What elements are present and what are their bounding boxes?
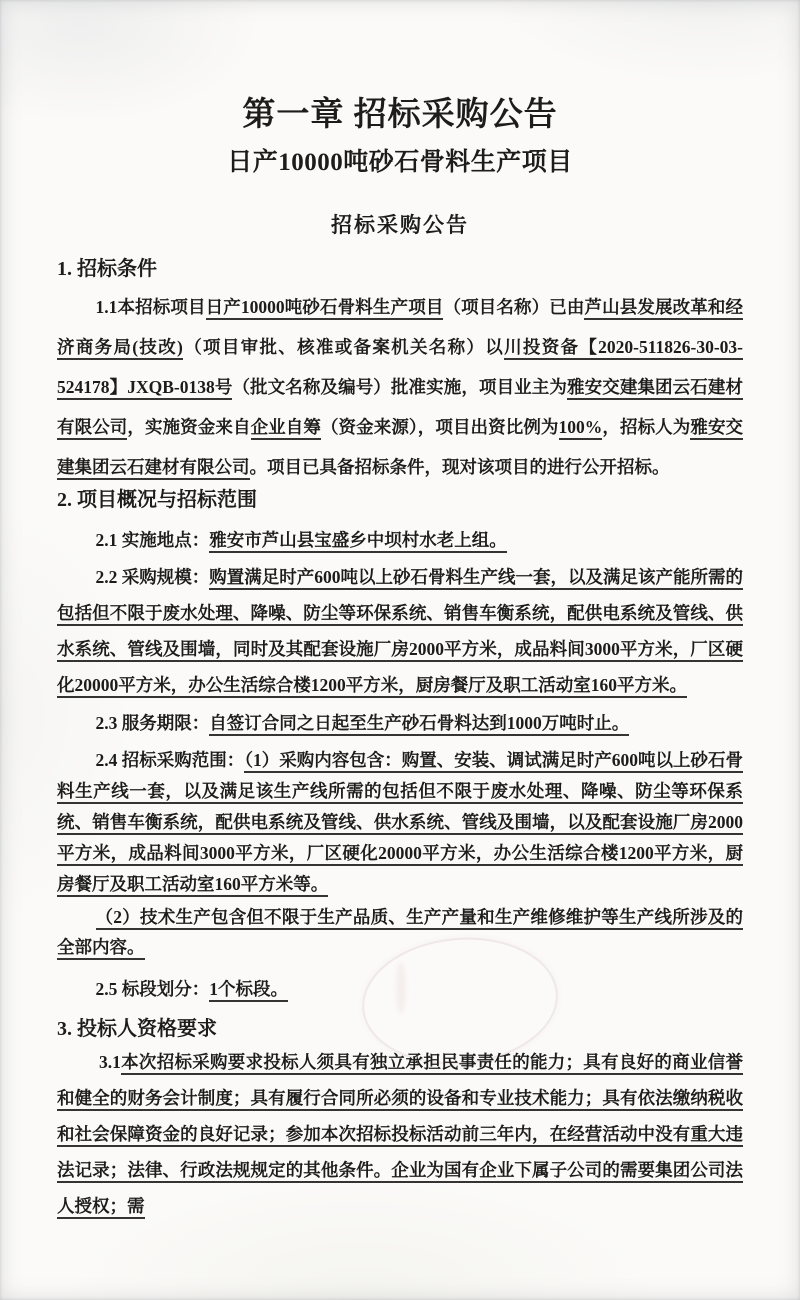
para-2-2 — [57, 559, 743, 703]
text-run: 1.1本招标项目 — [95, 297, 206, 317]
text-run: 3.1 — [99, 1052, 121, 1072]
underlined-text-run: 1个标段。 — [209, 979, 288, 1002]
underlined-text-run: 日产10000吨砂石骨料生产项目 — [206, 297, 444, 320]
underlined-text-run: 芦山县发展改革和经济商务局(技改) — [57, 297, 743, 360]
underlined-text-run: （1）采购内容包含：购置、安装、调试满足时产600吨以上砂石骨料生产线一套，以及满足该生产线所需的包括但不限于废水处理、降噪、防尘等环保系统、销售车衡系统，配供电系统及管线、供水系统、管线及围墙，以及配套设施厂房2000平方米，成品料间3000平方米，厂区硬化20000平方米，办公生活综合楼1200平方米，厨房餐厅及职工活动室160平方米等。 — [57, 750, 743, 897]
text-run: （批文名称及编号）批准实施，项目业主为 — [232, 377, 568, 397]
text-run: （项目审批、核准或备案机关名称）以 — [182, 337, 505, 357]
text-run: 2.3 服务期限： — [95, 713, 210, 733]
para-3-1 — [57, 1044, 743, 1224]
text-run: （资金来源），项目出资比例为 — [320, 417, 559, 437]
heading-bid-conditions — [57, 256, 743, 282]
text-run: ，实施资金来自 — [127, 417, 251, 437]
text-run: 3. 投标人资格要求 — [57, 1018, 217, 1040]
underlined-text-run: 雅安市芦山县宝盛乡中坝村水老上组。 — [209, 530, 507, 553]
para-2-5 — [57, 972, 743, 1006]
document-body — [57, 256, 743, 1224]
text-run: ，招标人为 — [602, 417, 691, 437]
text-run: 2.2 采购规模： — [95, 567, 210, 587]
text-run: 1. 招标条件 — [57, 258, 157, 280]
text-run: （项目名称）已由 — [443, 297, 585, 317]
underlined-text-run: 雅安交建集团云石建材有限公司 — [57, 377, 743, 440]
underlined-text-run: （2）技术生产包含但不限于生产品质、生产产量和生产维修维护等生产线所涉及的全部内容。 — [57, 907, 743, 960]
underlined-text-run: 企业自筹 — [251, 417, 321, 440]
text-run: 。项目已具备招标条件，现对该项目的进行公开招标。 — [249, 457, 670, 477]
text-run: 2.1 实施地点： — [95, 530, 210, 550]
para-2-4-item2 — [57, 902, 743, 962]
para-2-4 — [57, 745, 743, 900]
project-title: 日产10000吨砂石骨料生产项目 — [227, 149, 573, 176]
text-run: 2. 项目概况与招标范围 — [57, 489, 257, 511]
text-run: 2.5 标段划分： — [95, 979, 210, 999]
chapter-title: 第一章 招标采购公告 — [242, 97, 558, 133]
para-2-3 — [57, 705, 743, 741]
underlined-text-run: 自签订合同之日起至生产砂石骨料达到1000万吨时止。 — [209, 713, 629, 736]
text-run: 2.4 招标采购范围： — [95, 750, 245, 770]
document-content — [0, 96, 800, 1224]
underlined-text-run: 雅安交建集团云石建材有限公司 — [57, 417, 743, 480]
para-1-1 — [57, 287, 743, 487]
heading-project-overview — [57, 487, 743, 513]
para-2-1 — [57, 521, 743, 559]
announcement-heading: 招标采购公告 — [331, 213, 469, 237]
underlined-text-run: 本次招标采购要求投标人须具有独立承担民事责任的能力；具有良好的商业信誉和健全的财务会计制度；具有履行合同所必须的设备和专业技术能力；具有依法缴纳税收和社会保障资金的良好记录；参加本次招标投标活动前三年内，在经营活动中没有重大违法记录；法律、行政法规规定的其他条件。企业为国有企业下属子公司的需要集团公司法人授权；需 — [57, 1052, 743, 1219]
underlined-text-run: 购置满足时产600吨以上砂石骨料生产线一套，以及满足该产能所需的包括但不限于废水处理、降噪、防尘等环保系统、销售车衡系统，配供电系统及管线、供水系统、管线及围墙，同时及其配套设施厂房2000平方米，成品料间3000平方米，厂区硬化20000平方米，办公生活综合楼1200平方米，厨房餐厅及职工活动室160平方米。 — [57, 567, 743, 698]
underlined-text-run: 川投资备【2020-511826-30-03-524178】JXQB-0138号 — [57, 337, 743, 400]
underlined-text-run: 100% — [559, 417, 603, 440]
heading-bidder-qualifications — [57, 1016, 743, 1042]
